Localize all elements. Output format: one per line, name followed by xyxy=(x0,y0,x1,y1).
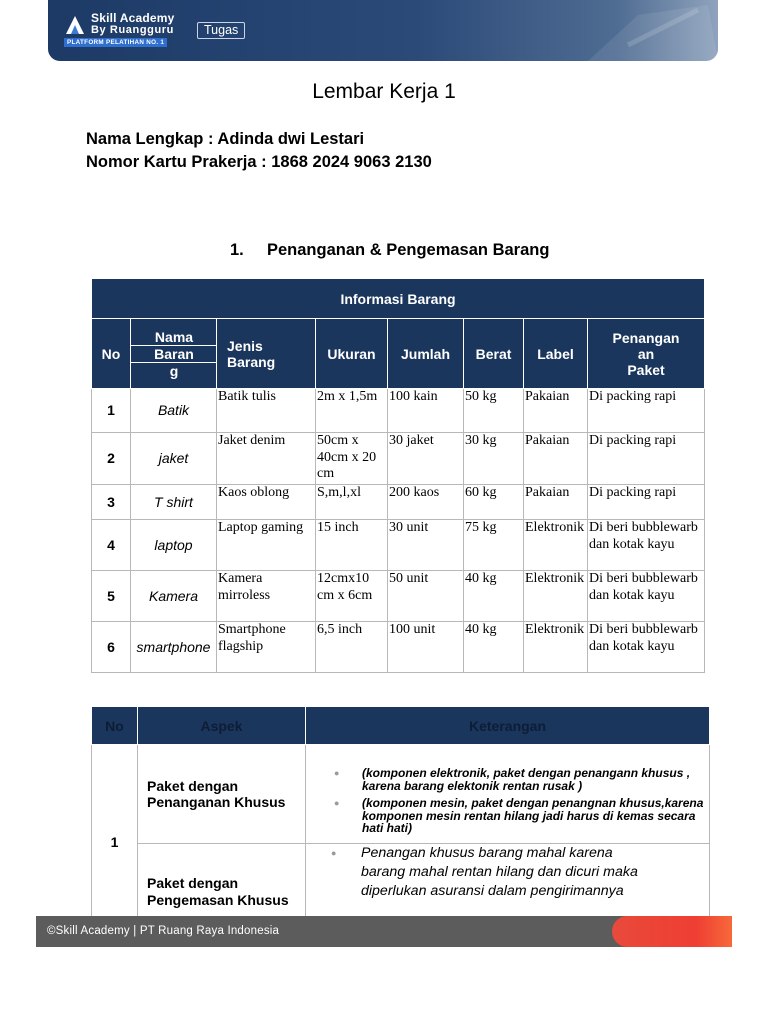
item-quantity-cell: 50 unit xyxy=(388,571,464,622)
col-nama-part: g xyxy=(169,362,179,379)
table-row xyxy=(92,485,705,520)
item-type-cell: Batik tulis xyxy=(217,389,316,433)
item-label-cell: Pakaian xyxy=(524,389,588,433)
item-size-cell: 15 inch xyxy=(316,520,388,571)
bullet-list xyxy=(332,767,709,835)
item-weight-cell: 30 kg xyxy=(464,433,524,485)
col-nama-part: Baran xyxy=(131,346,217,363)
document-title: Lembar Kerja 1 xyxy=(312,80,456,103)
row-number: 1 xyxy=(92,745,138,940)
item-handling-cell: Di packing rapi xyxy=(588,433,705,485)
section-number: 1. xyxy=(230,241,244,259)
section-heading xyxy=(230,241,549,260)
item-name-cell: laptop xyxy=(131,520,217,571)
col-penanganan-part: Paket xyxy=(627,361,665,378)
footer-bar xyxy=(36,916,732,947)
item-type-cell: Jaket denim xyxy=(217,433,316,485)
item-weight-cell: 40 kg xyxy=(464,571,524,622)
item-quantity-cell: 100 kain xyxy=(388,389,464,433)
item-type-cell: Kaos oblong xyxy=(217,485,316,520)
bullet-list xyxy=(329,844,649,901)
item-weight-cell: 40 kg xyxy=(464,622,524,673)
item-label-cell: Pakaian xyxy=(524,433,588,485)
table-row xyxy=(92,389,705,433)
aspect-cell: Paket dengan Penanganan Khusus xyxy=(138,745,306,844)
pen-paper-decoration-icon xyxy=(568,0,718,61)
brand-subtitle: By Ruangguru xyxy=(91,24,174,36)
item-label-cell: Elektronik xyxy=(524,622,588,673)
row-number: 1 xyxy=(92,389,131,433)
col-jumlah: Jumlah xyxy=(388,319,464,389)
col-nama-part: Nama xyxy=(131,329,217,346)
col-ukuran: Ukuran xyxy=(316,319,388,389)
item-type-cell: Kamera mirroless xyxy=(217,571,316,622)
item-handling-cell: Di beri bubblewarb dan kotak kayu xyxy=(588,571,705,622)
item-size-cell: S,m,l,xl xyxy=(316,485,388,520)
table-row xyxy=(92,745,710,844)
footer-accent xyxy=(612,916,732,947)
table-row xyxy=(92,433,705,485)
description-cell xyxy=(306,745,710,844)
footer-copyright: ©Skill Academy | PT Ruang Raya Indonesia xyxy=(47,925,280,937)
header-banner xyxy=(48,0,718,61)
item-handling-cell: Di beri bubblewarb dan kotak kayu xyxy=(588,520,705,571)
item-size-cell: 12cmx10 cm x 6cm xyxy=(316,571,388,622)
col-nama xyxy=(131,319,217,389)
col-jenis xyxy=(217,319,316,389)
table-row xyxy=(92,571,705,622)
item-handling-cell: Di beri bubblewarb dan kotak kayu xyxy=(588,622,705,673)
col-no: No xyxy=(92,707,138,745)
list-item: ● (komponen mesin, paket dengan penangnan khusus,karena komponen mesin rentan hilang jadi harus di kemas secara hati hati) xyxy=(332,797,709,835)
col-jenis-part: Jenis xyxy=(227,337,263,354)
table-row xyxy=(92,622,705,673)
packaging-aspect-table xyxy=(91,706,710,940)
row-number: 3 xyxy=(92,485,131,520)
col-no: No xyxy=(92,319,131,389)
item-weight-cell: 75 kg xyxy=(464,520,524,571)
col-penanganan-part: Penangan xyxy=(612,329,680,346)
item-weight-cell: 50 kg xyxy=(464,389,524,433)
item-weight-cell: 60 kg xyxy=(464,485,524,520)
col-berat: Berat xyxy=(464,319,524,389)
item-name-cell: Batik xyxy=(131,389,217,433)
item-type-cell: Laptop gaming xyxy=(217,520,316,571)
list-item: ● (komponen elektronik, paket dengan penangann khusus , karena barang elektonik rentan rusak ) xyxy=(332,767,709,792)
col-jenis-part: Barang xyxy=(227,353,276,370)
item-label-cell: Pakaian xyxy=(524,485,588,520)
section-title: Penanganan & Pengemasan Barang xyxy=(267,241,550,259)
col-penanganan-part: an xyxy=(637,345,655,362)
item-name-cell: smartphone xyxy=(131,622,217,673)
item-info-table xyxy=(91,278,705,673)
item-quantity-cell: 100 unit xyxy=(388,622,464,673)
item-name-cell: jaket xyxy=(131,433,217,485)
row-number: 2 xyxy=(92,433,131,485)
item-label-cell: Elektronik xyxy=(524,520,588,571)
col-keterangan: Keterangan xyxy=(306,707,710,745)
brand-badge: PLATFORM PELATIHAN NO. 1 xyxy=(64,38,167,47)
item-size-cell: 50cm x 40cm x 20 cm xyxy=(316,433,388,485)
card-number-line: Nomor Kartu Prakerja : 1868 2024 9063 2130 xyxy=(86,153,432,171)
item-name-cell: Kamera xyxy=(131,571,217,622)
list-item: ● Penangan khusus barang mahal karena barang mahal rentan hilang dan dicuri maka diperlukan asuransi dalam pengirimannya xyxy=(329,844,649,901)
item-size-cell: 6,5 inch xyxy=(316,622,388,673)
tugas-tag: Tugas xyxy=(197,22,245,39)
item-quantity-cell: 30 jaket xyxy=(388,433,464,485)
item-name-cell: T shirt xyxy=(131,485,217,520)
row-number: 4 xyxy=(92,520,131,571)
row-number: 5 xyxy=(92,571,131,622)
col-aspek: Aspek xyxy=(138,707,306,745)
row-number: 6 xyxy=(92,622,131,673)
item-label-cell: Elektronik xyxy=(524,571,588,622)
brand-name: Skill Academy xyxy=(91,11,175,25)
col-label: Label xyxy=(524,319,588,389)
aspect-cell: Paket dengan Pengemasan Khusus xyxy=(138,844,306,940)
item-type-cell: Smartphone flagship xyxy=(217,622,316,673)
skill-academy-logo-icon xyxy=(64,14,86,36)
full-name-line: Nama Lengkap : Adinda dwi Lestari xyxy=(86,130,365,148)
col-penanganan xyxy=(588,319,705,389)
item-handling-cell: Di packing rapi xyxy=(588,485,705,520)
item-quantity-cell: 30 unit xyxy=(388,520,464,571)
item-size-cell: 2m x 1,5m xyxy=(316,389,388,433)
table-row xyxy=(92,520,705,571)
item-handling-cell: Di packing rapi xyxy=(588,389,705,433)
table-caption: Informasi Barang xyxy=(92,279,705,319)
item-quantity-cell: 200 kaos xyxy=(388,485,464,520)
